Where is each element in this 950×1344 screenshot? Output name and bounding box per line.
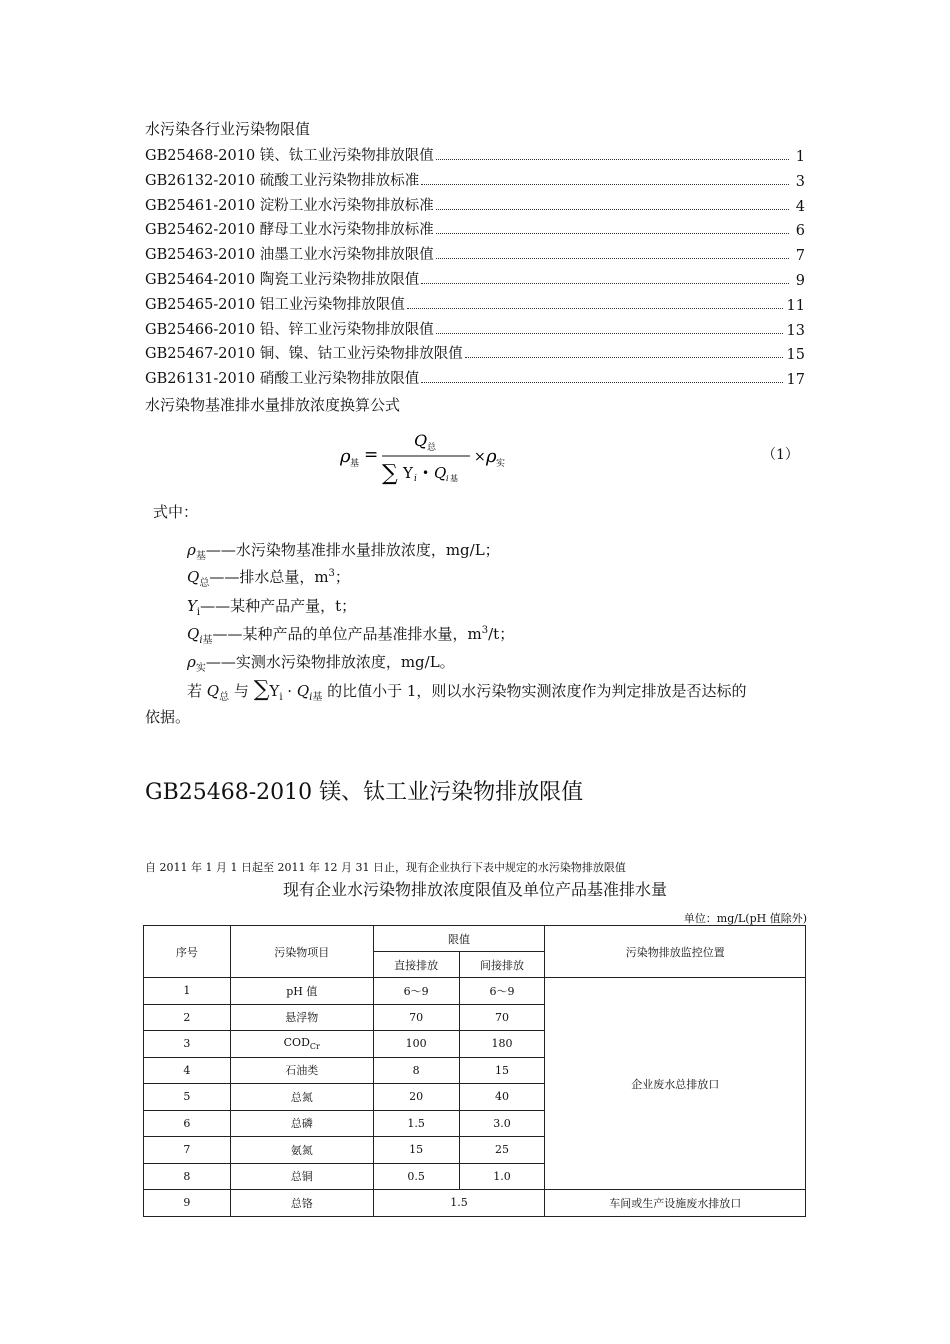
toc-leader-dots [421, 183, 789, 185]
svg-text:•: • [422, 466, 430, 480]
toc-entry-label: GB25464-2010 陶瓷工业污染物排放限值 [145, 272, 420, 288]
svg-text:∑: ∑ [382, 461, 398, 486]
toc-entry-page: 1 [795, 149, 805, 165]
toc-entry[interactable] [145, 290, 805, 314]
monitoring-location-workshop: 车间或生产设施废水排放口 [545, 1190, 806, 1217]
row-indirect: 3.0 [459, 1110, 545, 1137]
svg-text:总: 总 [427, 443, 437, 453]
header-no: 序号 [144, 926, 231, 978]
toc-leader-dots [436, 332, 783, 334]
row-direct: 6～9 [373, 978, 459, 1005]
definition-qi-base: $Q_{i基}——$某种产品的单位产品基准排水量，$m^3/t$； [187, 625, 515, 646]
row-indirect: 180 [459, 1031, 545, 1058]
row-direct: 1.5 [373, 1110, 459, 1137]
toc-leader-dots [436, 208, 789, 210]
where-label: 式中： [153, 503, 199, 521]
toc-entry-label: GB25465-2010 铝工业污染物排放限值 [145, 296, 405, 313]
toc-entry[interactable] [145, 215, 805, 239]
row-value: 1.5 [373, 1190, 545, 1217]
toc-leader-dots [421, 381, 782, 383]
toc-entry[interactable] [145, 315, 805, 339]
svg-text:Y: Y [403, 464, 413, 482]
toc-entry-page: 13 [786, 322, 805, 339]
condition-end: 依据。 [145, 708, 191, 726]
toc-entry-label: GB25467-2010 铜、镍、钴工业污染物排放限值 [145, 346, 463, 363]
row-no: 6 [144, 1110, 231, 1137]
row-item: 悬浮物 [230, 1004, 373, 1031]
svg-text:=: = [364, 445, 379, 465]
table-row [144, 1190, 806, 1217]
row-no: 8 [144, 1163, 231, 1190]
toc-entry-page: 11 [786, 297, 805, 314]
svg-text:Q: Q [414, 431, 428, 450]
definition-yi: $Y_i——$某种产品产量，t； [187, 597, 357, 618]
monitoring-location-total: 企业废水总排放口 [545, 978, 806, 1190]
toc-entry-page: 17 [786, 372, 805, 389]
formula-graphic [340, 428, 540, 488]
svg-text:Q: Q [434, 464, 447, 482]
toc-leader-dots [465, 356, 783, 358]
row-no: 4 [144, 1057, 231, 1084]
condition-text: 若 $Q_总$ 与 $\sum Y_i \cdot Q_{i基}$ 的比值小于 1，则以水污染物实测浓度作为判定排放是否达标的 [187, 677, 747, 703]
row-no: 9 [144, 1190, 231, 1217]
row-no: 1 [144, 978, 231, 1005]
row-direct: 100 [373, 1031, 459, 1058]
toc-entry-page: 15 [786, 347, 805, 364]
row-direct: 70 [373, 1004, 459, 1031]
table-title: 现有企业水污染物排放浓度限值及单位产品基准排水量 [282, 880, 667, 899]
svg-text:×: × [474, 449, 486, 465]
toc-entry-label: GB25463-2010 油墨工业水污染物排放限值 [145, 247, 434, 264]
row-direct: 8 [373, 1057, 459, 1084]
toc-leader-dots [436, 158, 789, 160]
row-item: pH 值 [230, 978, 373, 1005]
row-item: $COD_{Cr}$ [230, 1031, 373, 1058]
svg-text:基: 基 [450, 474, 458, 483]
toc-entry-label: GB26132-2010 硫酸工业污染物排放标准 [145, 172, 420, 189]
toc-entry-label: GB25462-2010 酵母工业水污染物排放标准 [145, 222, 434, 239]
conversion-formula [340, 428, 540, 488]
row-no: 5 [144, 1084, 231, 1111]
header-location: 污染物排放监控位置 [545, 926, 806, 978]
row-indirect: 1.0 [459, 1163, 545, 1190]
row-indirect: 25 [459, 1137, 545, 1164]
row-item: 总磷 [230, 1110, 373, 1137]
toc-entry[interactable] [145, 364, 805, 388]
toc-entry-label: GB25466-2010 铅、锌工业污染物排放限值 [145, 321, 434, 338]
toc-entry-label: GB25461-2010 淀粉工业水污染物排放标准 [145, 197, 434, 214]
toc-entry-label: GB25468-2010 镁、钛工业污染物排放限值 [145, 148, 434, 164]
svg-text:实: 实 [496, 459, 506, 469]
definition-q-total: $Q_总——$排水总量，$m^3$； [187, 568, 350, 589]
formula-title: 水污染物基准排水量排放浓度换算公式 [145, 396, 401, 414]
toc-title: 水污染各行业污染物限值 [145, 120, 311, 138]
applicability-note: 自 2011 年 1 月 1 日起至 2011 年 12 月 31 日止，现有企业执行下表中规定的水污染物排放限值 [145, 861, 626, 874]
row-no: 2 [144, 1004, 231, 1031]
svg-text:i: i [414, 474, 417, 484]
row-direct: 0.5 [373, 1163, 459, 1190]
toc-entry-page: 9 [795, 273, 805, 289]
row-direct: 20 [373, 1084, 459, 1111]
header-item: 污染物项目 [230, 926, 373, 978]
toc-entry-page: 6 [795, 223, 805, 240]
toc-entry[interactable] [145, 240, 805, 264]
row-item: 总氮 [230, 1084, 373, 1111]
row-indirect: 40 [459, 1084, 545, 1111]
header-indirect: 间接排放 [459, 952, 545, 978]
row-indirect: 70 [459, 1004, 545, 1031]
toc-entry[interactable] [145, 265, 805, 289]
toc-leader-dots [436, 257, 789, 259]
svg-text:基: 基 [350, 459, 360, 469]
row-indirect: 6～9 [459, 978, 545, 1005]
section-heading: GB25468-2010 镁、钛工业污染物排放限值 [145, 780, 584, 805]
row-item: 石油类 [230, 1057, 373, 1084]
toc-entry[interactable] [145, 191, 805, 215]
definition-rho-base: $\rho_基——$水污染物基准排水量排放浓度，mg/L； [187, 541, 500, 562]
toc-entry[interactable] [145, 166, 805, 190]
table-row [144, 978, 806, 1005]
row-indirect: 15 [459, 1057, 545, 1084]
table-header-row [144, 926, 806, 952]
toc-leader-dots [407, 307, 783, 309]
row-item: 氨氮 [230, 1137, 373, 1164]
toc-entry-page: 3 [795, 173, 805, 190]
definition-rho-actual: $\rho_实——$实测水污染物排放浓度，mg/L。 [187, 653, 455, 674]
header-limit: 限值 [373, 926, 545, 952]
limits-table [143, 925, 806, 1217]
row-no: 3 [144, 1031, 231, 1058]
svg-text:ρ: ρ [340, 446, 351, 467]
toc-leader-dots [436, 232, 789, 234]
toc-entry[interactable] [145, 141, 805, 165]
svg-text:i: i [446, 474, 449, 483]
row-item: 总铬 [230, 1190, 373, 1217]
toc-entry-page: 7 [795, 248, 805, 265]
row-direct: 15 [373, 1137, 459, 1164]
toc-leader-dots [421, 282, 789, 284]
equation-number: （1） [762, 447, 799, 463]
toc-entry[interactable] [145, 339, 805, 363]
row-item: 总铜 [230, 1163, 373, 1190]
row-no: 7 [144, 1137, 231, 1164]
unit-label: 单位：mg/L(pH 值除外) [683, 912, 807, 925]
header-direct: 直接排放 [373, 952, 459, 978]
svg-text:ρ: ρ [486, 446, 497, 467]
toc-entry-page: 4 [795, 198, 805, 215]
toc-entry-label: GB26131-2010 硝酸工业污染物排放限值 [145, 371, 420, 388]
